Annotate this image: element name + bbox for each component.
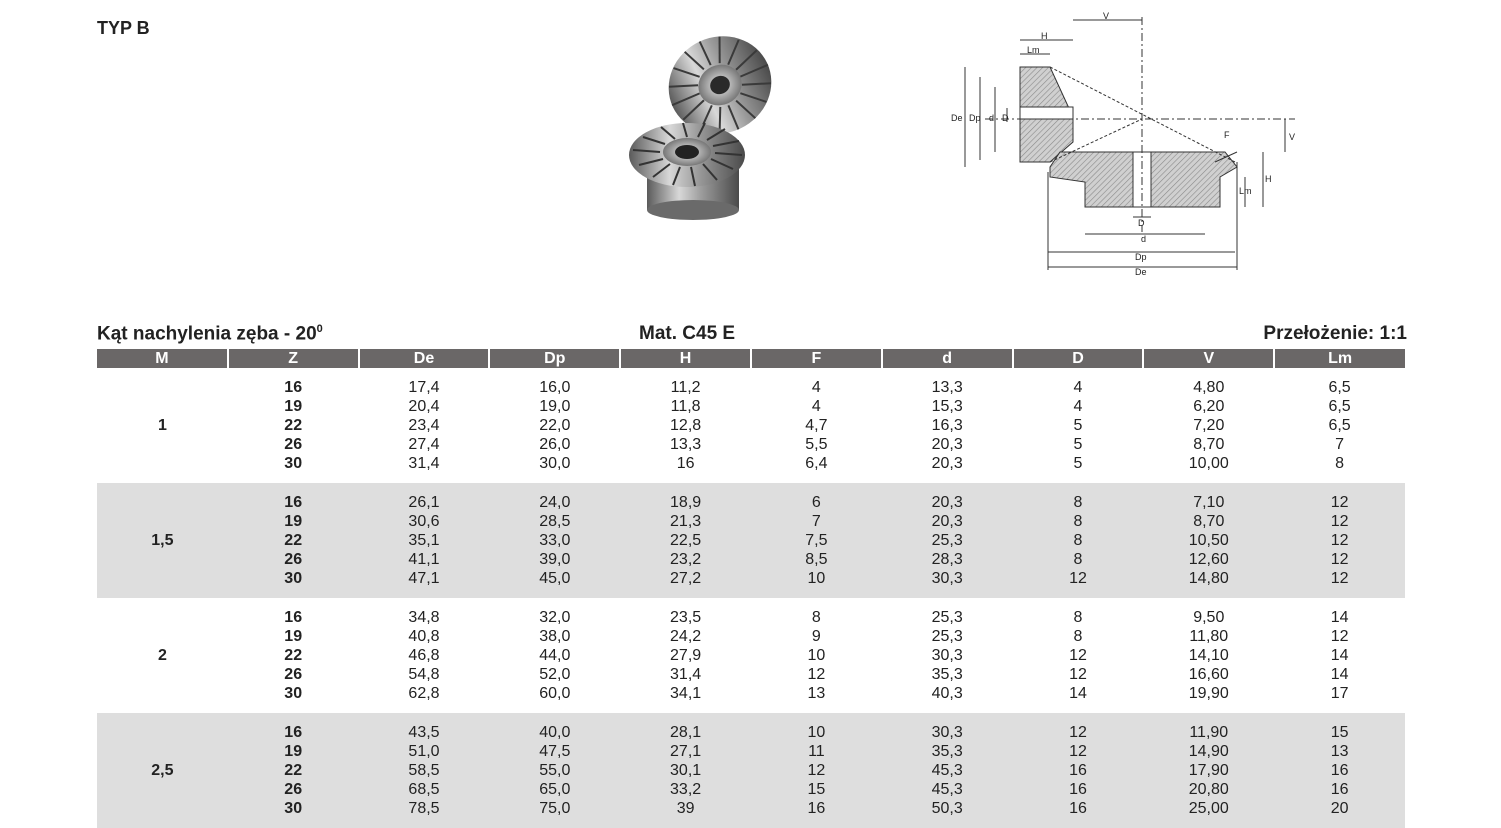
cell-stack-h [620, 598, 751, 713]
cell-v: 6,20 [1193, 398, 1225, 415]
cell-stack-z [228, 598, 359, 713]
cell-dp: 19,0 [539, 398, 571, 415]
cell-d-small: 25,3 [931, 532, 963, 549]
cell-z: 16 [284, 609, 303, 626]
cell-d-small: 30,3 [931, 724, 963, 741]
cell-d-bore: 5 [1073, 436, 1083, 453]
cell-d-small: 25,3 [931, 628, 963, 645]
dim-label-d-bore-left: D [1002, 113, 1009, 123]
cell-de: 62,8 [408, 685, 440, 702]
cell-d-bore: 8 [1073, 532, 1083, 549]
cell-f: 4 [811, 379, 821, 396]
col-header-m: M [97, 349, 228, 368]
cell-h: 12,8 [670, 417, 702, 434]
module-group [97, 483, 1405, 598]
cell-lm: 14 [1330, 609, 1349, 626]
cell-d-bore: 16 [1069, 800, 1087, 817]
cell-h: 11,8 [670, 398, 701, 415]
dim-label-dp-left: Dp [969, 113, 981, 123]
cell-z: 26 [284, 436, 303, 453]
cell-f: 8,5 [805, 551, 828, 568]
module-group [97, 713, 1405, 828]
cell-lm: 6,5 [1328, 379, 1351, 396]
cell-d-small: 35,3 [931, 666, 963, 683]
cell-h: 27,2 [670, 570, 702, 587]
cell-h: 23,5 [670, 609, 702, 626]
col-header-d-small: d [882, 349, 1013, 368]
cell-f: 4,7 [805, 417, 828, 434]
dim-label-de-left: De [951, 113, 963, 123]
cell-lm: 8 [1335, 455, 1345, 472]
dim-label-lm-right: Lm [1239, 186, 1252, 196]
cell-lm: 16 [1330, 781, 1349, 798]
cell-stack-v [1143, 713, 1274, 828]
cell-d-small: 40,3 [931, 685, 963, 702]
cell-de: 41,1 [408, 551, 440, 568]
cell-h: 24,2 [670, 628, 702, 645]
cell-dp: 33,0 [539, 532, 571, 549]
bevel-gear-photo [625, 15, 785, 225]
cell-v: 9,50 [1193, 609, 1225, 626]
module-group [97, 368, 1405, 483]
module-cell: 1,5 [97, 483, 228, 598]
cell-stack-dp [489, 713, 620, 828]
table-row [97, 713, 1405, 828]
cell-h: 13,3 [670, 436, 702, 453]
dim-label-de-bottom: De [1135, 267, 1147, 277]
cell-lm: 12 [1330, 628, 1349, 645]
dim-label-v-top: V [1103, 12, 1110, 21]
cell-de: 27,4 [408, 436, 440, 453]
cell-dp: 47,5 [539, 743, 571, 760]
cell-v: 14,80 [1188, 570, 1229, 587]
cell-lm: 12 [1330, 532, 1349, 549]
cell-f: 15 [807, 781, 826, 798]
cell-dp: 32,0 [539, 609, 571, 626]
cell-stack-de [359, 483, 490, 598]
cell-stack-lm [1274, 598, 1405, 713]
cell-stack-d-small [882, 713, 1013, 828]
cell-dp: 30,0 [539, 455, 571, 472]
module-cell: 2,5 [97, 713, 228, 828]
table-caption [97, 323, 1407, 347]
cell-d-small: 20,3 [931, 494, 963, 511]
cell-d-small: 15,3 [931, 398, 963, 415]
cell-stack-v [1143, 598, 1274, 713]
cell-v: 8,70 [1193, 513, 1225, 530]
cell-stack-f [751, 713, 882, 828]
cell-d-bore: 5 [1073, 417, 1083, 434]
technical-drawing [945, 12, 1305, 277]
cell-v: 10,50 [1188, 532, 1229, 549]
cell-d-small: 45,3 [931, 781, 963, 798]
cell-f: 7,5 [805, 532, 828, 549]
cell-h: 27,9 [670, 647, 702, 664]
cell-d-small: 16,3 [931, 417, 963, 434]
cell-v: 11,80 [1189, 628, 1229, 645]
cell-stack-de [359, 713, 490, 828]
dim-label-dp-bottom: Dp [1135, 252, 1147, 262]
dim-label-d-bore-bottom: D [1138, 218, 1145, 228]
cell-stack-f [751, 483, 882, 598]
cell-stack-dp [489, 598, 620, 713]
cell-stack-v [1143, 483, 1274, 598]
cell-de: 78,5 [408, 800, 440, 817]
table-row [97, 368, 1405, 483]
cell-de: 68,5 [408, 781, 440, 798]
cell-lm: 6,5 [1328, 417, 1351, 434]
cell-de: 54,8 [408, 666, 440, 683]
cell-stack-v [1143, 368, 1274, 483]
cell-lm: 12 [1330, 513, 1349, 530]
cell-dp: 75,0 [539, 800, 571, 817]
cell-stack-dp [489, 368, 620, 483]
cell-f: 10 [807, 647, 826, 664]
cell-h: 22,5 [670, 532, 702, 549]
dim-label-h-right: H [1265, 174, 1272, 184]
dim-label-f: F [1224, 130, 1230, 140]
cell-dp: 24,0 [539, 494, 571, 511]
cell-stack-de [359, 368, 490, 483]
cell-lm: 6,5 [1328, 398, 1351, 415]
cell-d-small: 25,3 [931, 609, 963, 626]
cell-lm: 13 [1330, 743, 1349, 760]
cell-f: 10 [807, 570, 826, 587]
cell-d-small: 20,3 [931, 455, 963, 472]
cell-lm: 16 [1330, 762, 1349, 779]
cell-de: 23,4 [408, 417, 440, 434]
cell-d-small: 45,3 [931, 762, 963, 779]
cell-stack-lm [1274, 483, 1405, 598]
cell-stack-d-small [882, 598, 1013, 713]
cell-f: 9 [811, 628, 821, 645]
cell-stack-z [228, 483, 359, 598]
cell-z: 16 [284, 724, 303, 741]
cell-lm: 20 [1330, 800, 1349, 817]
cell-z: 26 [284, 551, 303, 568]
cell-stack-d-bore [1013, 483, 1144, 598]
cell-stack-d-bore [1013, 713, 1144, 828]
cell-d-bore: 4 [1073, 398, 1083, 415]
dim-label-d-small-bottom: d [1141, 234, 1147, 244]
cell-v: 16,60 [1188, 666, 1229, 683]
cell-lm: 7 [1335, 436, 1345, 453]
cell-d-bore: 12 [1069, 647, 1087, 664]
cell-z: 19 [284, 398, 303, 415]
table-row [97, 598, 1405, 713]
cell-f: 6,4 [805, 455, 828, 472]
cell-v: 7,10 [1193, 494, 1225, 511]
cell-v: 10,00 [1188, 455, 1229, 472]
col-header-f: F [751, 349, 882, 368]
table-header-row [97, 349, 1405, 368]
cell-h: 30,1 [670, 762, 702, 779]
cell-z: 26 [284, 781, 303, 798]
cell-lm: 17 [1330, 685, 1349, 702]
cell-v: 12,60 [1188, 551, 1229, 568]
cell-dp: 45,0 [539, 570, 571, 587]
cell-d-bore: 8 [1073, 551, 1083, 568]
cell-z: 16 [284, 494, 303, 511]
cell-z: 30 [284, 800, 303, 817]
cell-dp: 26,0 [539, 436, 571, 453]
cell-dp: 52,0 [539, 666, 571, 683]
cell-f: 10 [807, 724, 826, 741]
cell-d-small: 20,3 [931, 513, 963, 530]
material-caption: Mat. C45 E [639, 323, 736, 344]
cell-stack-d-bore [1013, 368, 1144, 483]
cell-de: 34,8 [408, 609, 440, 626]
table-row [97, 483, 1405, 598]
dim-label-d-small-left: d [989, 113, 995, 123]
col-header-h: H [620, 349, 751, 368]
col-header-v: V [1143, 349, 1274, 368]
cell-z: 19 [284, 628, 303, 645]
cell-f: 16 [807, 800, 826, 817]
cell-de: 46,8 [408, 647, 440, 664]
cell-z: 22 [284, 532, 303, 549]
cell-v: 11,90 [1189, 724, 1229, 741]
cell-f: 12 [807, 666, 826, 683]
cell-d-small: 30,3 [931, 570, 963, 587]
ratio-caption: Przełożenie: 1:1 [1263, 323, 1407, 344]
cell-dp: 60,0 [539, 685, 571, 702]
cell-z: 30 [284, 685, 303, 702]
cell-z: 22 [284, 417, 303, 434]
cell-z: 22 [284, 762, 303, 779]
cell-de: 31,4 [408, 455, 440, 472]
cell-stack-h [620, 368, 751, 483]
cell-d-small: 35,3 [931, 743, 963, 760]
dim-label-v-right: V [1289, 132, 1296, 142]
cell-v: 19,90 [1188, 685, 1229, 702]
col-header-d-bore: D [1013, 349, 1144, 368]
cell-v: 14,90 [1188, 743, 1229, 760]
cell-h: 31,4 [670, 666, 702, 683]
cell-v: 7,20 [1193, 417, 1225, 434]
cell-de: 20,4 [408, 398, 440, 415]
col-header-z: Z [228, 349, 359, 368]
cell-lm: 12 [1330, 494, 1349, 511]
cell-de: 51,0 [408, 743, 440, 760]
cell-z: 22 [284, 647, 303, 664]
col-header-dp: Dp [489, 349, 620, 368]
module-cell: 2 [157, 646, 167, 664]
dim-label-h-top: H [1041, 31, 1048, 41]
cell-f: 12 [807, 762, 826, 779]
gear-spec-table [97, 349, 1405, 828]
cell-lm: 12 [1330, 570, 1349, 587]
col-header-lm: Lm [1274, 349, 1405, 368]
cell-z: 30 [284, 570, 303, 587]
cell-d-bore: 12 [1069, 666, 1087, 683]
cell-z: 19 [284, 743, 303, 760]
cell-f: 11 [808, 743, 825, 760]
cell-f: 13 [807, 685, 826, 702]
cell-de: 30,6 [408, 513, 440, 530]
module-group [97, 598, 1405, 713]
cell-stack-lm [1274, 713, 1405, 828]
cell-d-bore: 8 [1073, 609, 1083, 626]
cell-h: 39 [676, 800, 695, 817]
cell-z: 19 [284, 513, 303, 530]
cell-stack-d-bore [1013, 598, 1144, 713]
cell-stack-d-small [882, 483, 1013, 598]
cell-stack-f [751, 368, 882, 483]
cell-stack-h [620, 713, 751, 828]
cell-d-bore: 8 [1073, 494, 1083, 511]
cell-dp: 39,0 [539, 551, 571, 568]
cell-h: 34,1 [670, 685, 702, 702]
cell-d-bore: 5 [1073, 455, 1083, 472]
cell-v: 20,80 [1188, 781, 1229, 798]
cell-de: 17,4 [408, 379, 440, 396]
cell-d-bore: 12 [1069, 724, 1087, 741]
cell-h: 28,1 [670, 724, 702, 741]
cell-d-bore: 8 [1073, 513, 1083, 530]
cell-dp: 22,0 [539, 417, 571, 434]
cell-h: 11,2 [670, 379, 701, 396]
cell-lm: 12 [1330, 551, 1349, 568]
cell-h: 16 [676, 455, 695, 472]
cell-stack-dp [489, 483, 620, 598]
cell-de: 35,1 [408, 532, 440, 549]
cell-f: 4 [811, 398, 821, 415]
cell-de: 43,5 [408, 724, 440, 741]
cell-de: 58,5 [408, 762, 440, 779]
dim-label-lm-top: Lm [1027, 45, 1040, 55]
cell-z: 16 [284, 379, 303, 396]
cell-stack-de [359, 598, 490, 713]
cell-v: 17,90 [1188, 762, 1229, 779]
cell-stack-d-small [882, 368, 1013, 483]
cell-dp: 16,0 [539, 379, 571, 396]
cell-stack-lm [1274, 368, 1405, 483]
cell-lm: 14 [1330, 647, 1349, 664]
cell-z: 26 [284, 666, 303, 683]
cell-dp: 38,0 [539, 628, 571, 645]
cell-lm: 15 [1330, 724, 1349, 741]
type-label: TYP B [97, 18, 150, 38]
cell-h: 33,2 [670, 781, 702, 798]
cell-d-small: 28,3 [931, 551, 963, 568]
cell-f: 5,5 [805, 436, 828, 453]
cell-z: 30 [284, 455, 303, 472]
cell-dp: 40,0 [539, 724, 571, 741]
cell-de: 40,8 [408, 628, 440, 645]
cell-h: 21,3 [670, 513, 702, 530]
cell-dp: 65,0 [539, 781, 571, 798]
cell-lm: 14 [1330, 666, 1349, 683]
cell-d-bore: 12 [1069, 743, 1087, 760]
cell-v: 14,10 [1188, 647, 1229, 664]
cell-stack-h [620, 483, 751, 598]
cell-d-bore: 8 [1073, 628, 1083, 645]
cell-d-small: 13,3 [931, 379, 963, 396]
cell-dp: 28,5 [539, 513, 571, 530]
cell-d-bore: 16 [1069, 762, 1087, 779]
cell-de: 47,1 [408, 570, 440, 587]
cell-stack-z [228, 713, 359, 828]
cell-v: 25,00 [1188, 800, 1229, 817]
cell-v: 8,70 [1193, 436, 1225, 453]
cell-h: 18,9 [670, 494, 702, 511]
cell-d-bore: 12 [1069, 570, 1087, 587]
cell-f: 8 [811, 609, 821, 626]
cell-d-bore: 16 [1069, 781, 1087, 798]
cell-d-small: 50,3 [931, 800, 963, 817]
cell-stack-z [228, 368, 359, 483]
cell-dp: 44,0 [539, 647, 571, 664]
tooth-angle-caption: Kąt nachylenia zęba - $20^0$ [97, 323, 323, 345]
cell-d-small: 30,3 [931, 647, 963, 664]
cell-de: 26,1 [408, 494, 440, 511]
cell-d-bore: 4 [1073, 379, 1083, 396]
col-header-de: De [359, 349, 490, 368]
cell-f: 6 [811, 494, 821, 511]
cell-stack-f [751, 598, 882, 713]
cell-d-small: 20,3 [931, 436, 963, 453]
cell-h: 27,1 [670, 743, 702, 760]
cell-v: 4,80 [1193, 379, 1225, 396]
cell-h: 23,2 [670, 551, 702, 568]
module-cell: 1 [157, 416, 167, 434]
cell-d-bore: 14 [1069, 685, 1087, 702]
cell-dp: 55,0 [539, 762, 571, 779]
cell-f: 7 [811, 513, 821, 530]
